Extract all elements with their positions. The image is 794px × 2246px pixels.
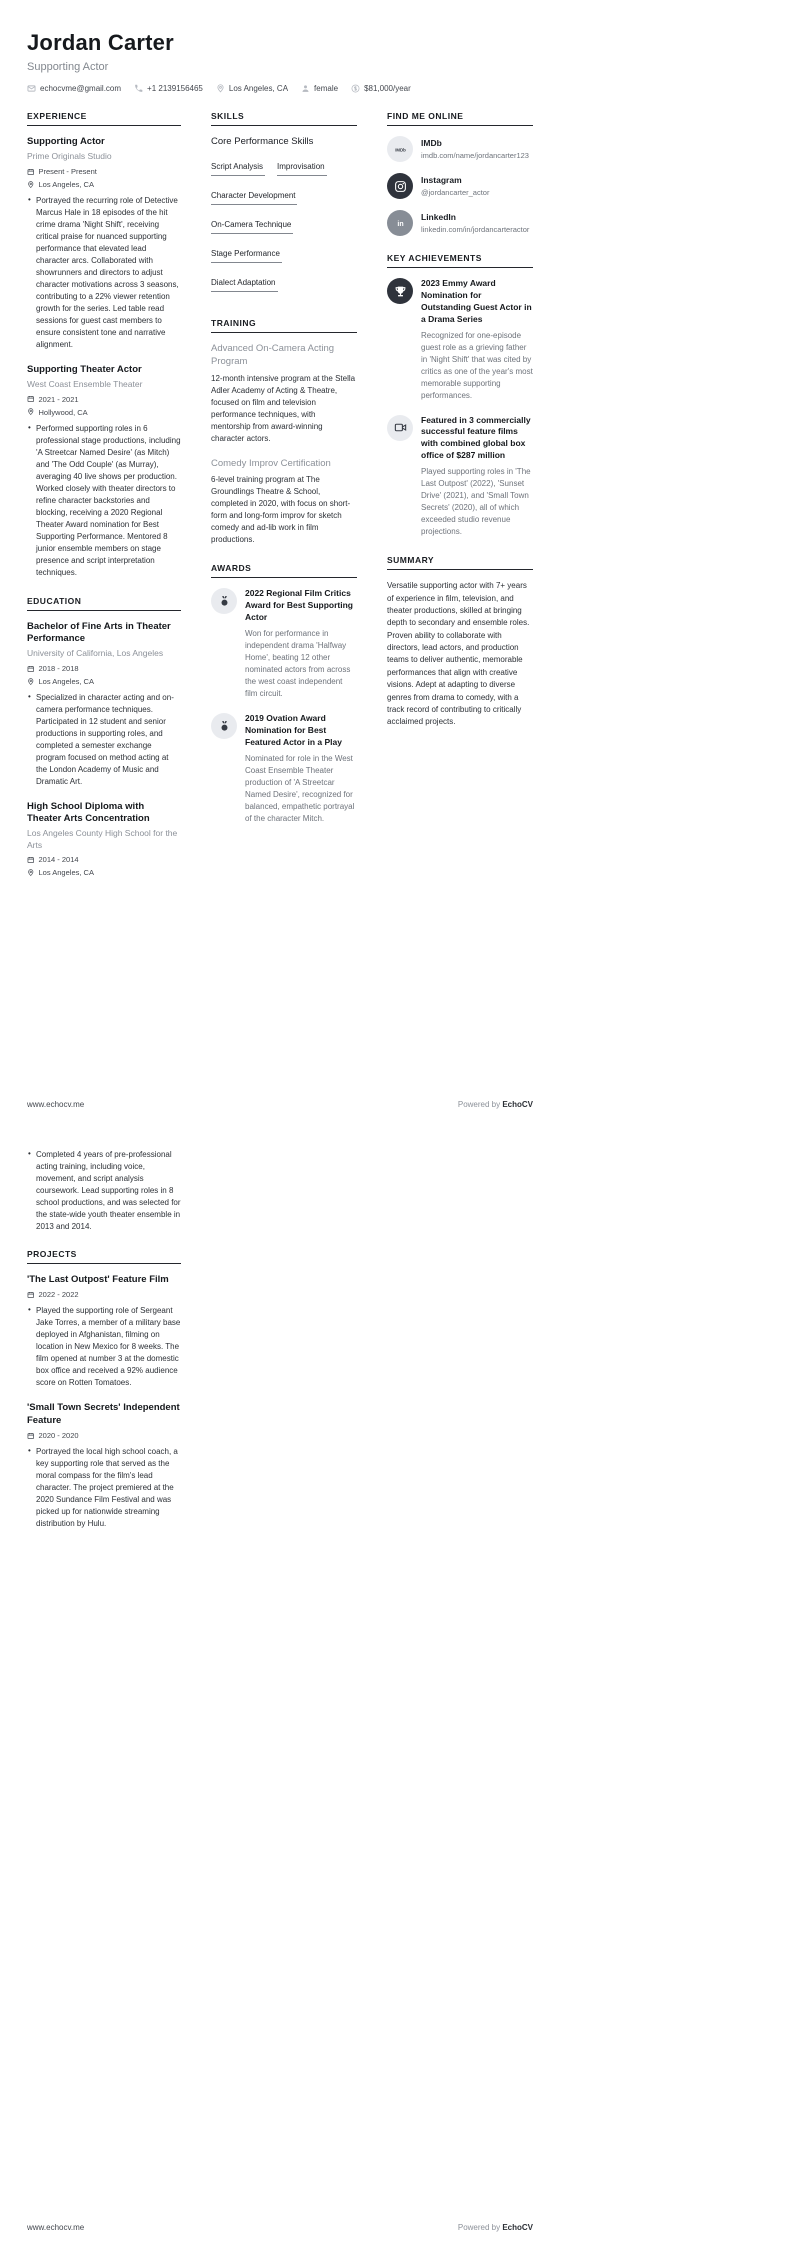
skill-item: Character Development xyxy=(211,191,297,205)
online-profile-text xyxy=(421,210,529,234)
education-location xyxy=(27,868,181,877)
project-dates xyxy=(27,1431,181,1440)
brand-name: EchoCV xyxy=(502,1100,533,1109)
contact-email[interactable] xyxy=(27,84,121,93)
training-description: 12-month intensive program at the Stella Adler Academy of Acting & Theatre, focused on film and television performance techniques, with mentorship from award-winning character actors. xyxy=(211,373,356,443)
section-heading-awards: AWARDS xyxy=(211,563,357,578)
phone-icon xyxy=(134,84,143,93)
email-icon xyxy=(27,84,36,93)
degree-title: High School Diploma with Theater Arts Concentration xyxy=(27,800,150,825)
job-dates-text: 2021 - 2021 xyxy=(38,394,79,404)
online-profile-imdb[interactable] xyxy=(387,136,533,162)
achievement-text xyxy=(421,415,533,539)
award-text xyxy=(245,713,357,825)
experience-section xyxy=(27,111,181,579)
company-name: West Coast Ensemble Theater xyxy=(27,379,143,390)
experience-item xyxy=(27,136,181,351)
columns xyxy=(27,111,560,894)
section-heading-experience: EXPERIENCE xyxy=(27,111,181,126)
skill-item: Dialect Adaptation xyxy=(211,278,278,292)
job-title: Supporting Actor xyxy=(27,136,105,147)
project-title: 'The Last Outpost' Feature Film xyxy=(27,1274,169,1285)
linkedin-icon xyxy=(387,210,413,236)
training-title: Advanced On-Camera Acting Program xyxy=(211,343,335,367)
education-item xyxy=(27,621,181,788)
achievement-title: Featured in 3 commercially successful feature films with combined global box office of $287 million xyxy=(421,414,531,461)
education-section xyxy=(27,596,181,878)
network-handle: imdb.com/name/jordancarter123 xyxy=(421,151,529,160)
project-dates-text: 2020 - 2020 xyxy=(38,1431,79,1441)
education-location-text: Los Angeles, CA xyxy=(38,868,94,878)
column-left xyxy=(27,111,181,894)
online-profile-linkedin[interactable] xyxy=(387,210,533,236)
project-dates xyxy=(27,1290,181,1299)
project-dates-text: 2022 - 2022 xyxy=(38,1290,79,1300)
page-footer xyxy=(27,2223,533,2232)
online-profile-text xyxy=(421,136,529,160)
training-item xyxy=(211,458,357,547)
project-item xyxy=(27,1402,181,1530)
location-icon xyxy=(27,678,35,686)
location-icon xyxy=(27,408,35,416)
powered-by-text: Powered by xyxy=(457,1100,503,1109)
website-link[interactable]: www.echocv.me xyxy=(27,2223,85,2232)
network-name: LinkedIn xyxy=(421,212,456,222)
svg-text:in: in xyxy=(396,220,404,228)
achievement-description: Played supporting roles in 'The Last Outpost' (2022), 'Sunset Drive' (2021), and 'Small Town Secrets' (2020), all of which exceeded studio revenue projections. xyxy=(421,467,531,537)
page-content xyxy=(0,0,560,1109)
contact-row xyxy=(27,84,560,93)
find-me-online-section xyxy=(387,111,533,236)
contact-gender-text: female xyxy=(314,84,339,93)
award-item xyxy=(211,713,357,825)
education-bullet: • Specialized in character acting and on-camera performance techniques. Participated in 12 student and senior productions in supporting roles, and completed a semester exchange program focused on method acting at the London Academy of Music and Dramatic Art. xyxy=(27,692,181,788)
network-handle: linkedin.com/in/jordancarteractor xyxy=(421,225,530,234)
location-icon xyxy=(27,869,35,877)
contact-phone[interactable] xyxy=(134,84,203,93)
job-dates-text: Present - Present xyxy=(38,166,97,176)
calendar-icon xyxy=(27,168,35,176)
achievement-title: 2023 Emmy Award Nomination for Outstanding Guest Actor in a Drama Series xyxy=(421,278,532,324)
contact-salary-text: $81,000/year xyxy=(364,84,411,93)
award-title: 2019 Ovation Award Nomination for Best Featured Actor in a Play xyxy=(245,713,342,747)
job-dates xyxy=(27,395,181,404)
skill-item: Improvisation xyxy=(277,162,327,176)
job-bullet: • Performed supporting roles in 6 professional stage productions, including 'A Streetcar Named Desire' (as Mitch) and 'The Odd Couple' (as Murray), averaging 40 live shows per production. Worked closely with theater directors to refine character backstories and blocking, receiving a 2020 Regional Theater Award nomination for Best Supporting Performance. Mentored 8 junior ensemble members on stage presence and script interpretation techniques. xyxy=(27,423,181,579)
film-icon xyxy=(387,415,413,441)
brand-name: EchoCV xyxy=(502,2223,533,2232)
award-text xyxy=(245,588,357,700)
location-icon xyxy=(216,84,225,93)
medal-icon xyxy=(211,588,237,614)
calendar-icon xyxy=(27,395,35,403)
company-name: Prime Originals Studio xyxy=(27,151,112,162)
page-content xyxy=(0,1123,560,2232)
education-item xyxy=(27,801,181,878)
job-title: Supporting Theater Actor xyxy=(27,363,142,375)
calendar-icon xyxy=(27,856,35,864)
training-section xyxy=(211,318,357,546)
location-icon xyxy=(27,181,35,189)
project-item xyxy=(27,1274,181,1389)
powered-by[interactable] xyxy=(458,2223,533,2232)
training-item xyxy=(211,343,357,445)
degree-title: Bachelor of Fine Arts in Theater Performance xyxy=(27,620,171,644)
resume-page-2 xyxy=(0,1123,794,2246)
page-footer xyxy=(27,1100,533,1109)
powered-by-text: Powered by xyxy=(457,2223,503,2232)
section-heading-skills: SKILLS xyxy=(211,111,357,126)
column-right xyxy=(387,111,533,894)
person-name: Jordan Carter xyxy=(27,30,174,55)
awards-section xyxy=(211,563,357,824)
projects-section xyxy=(27,1249,181,1530)
section-heading-projects: PROJECTS xyxy=(27,1249,181,1264)
person-title: Supporting Actor xyxy=(27,61,109,73)
education-dates xyxy=(27,664,181,673)
section-heading-find-me-online: FIND ME ONLINE xyxy=(387,111,533,126)
skill-item: Stage Performance xyxy=(211,249,282,263)
network-name: IMDb xyxy=(421,138,442,148)
key-achievements-section xyxy=(387,253,533,538)
person-icon xyxy=(301,84,310,93)
job-location xyxy=(27,408,181,417)
imdb-icon xyxy=(387,136,413,162)
contact-location-text: Los Angeles, CA xyxy=(228,84,289,93)
education-dates-text: 2018 - 2018 xyxy=(38,663,79,673)
contact-salary xyxy=(351,84,411,93)
section-heading-key-achievements: KEY ACHIEVEMENTS xyxy=(387,253,533,268)
achievement-description: Recognized for one-episode guest role as a grieving father in 'Night Shift' that was cited by critics as one of the year's most memorable supporting performances. xyxy=(421,330,533,400)
achievement-item xyxy=(387,415,533,539)
skills-section xyxy=(211,111,357,301)
project-title: 'Small Town Secrets' Independent Feature xyxy=(27,1402,180,1426)
resume-header xyxy=(27,30,560,93)
section-heading-summary: SUMMARY xyxy=(387,555,533,570)
skill-item: On-Camera Technique xyxy=(211,220,293,234)
trophy-icon xyxy=(387,278,413,304)
education-dates xyxy=(27,855,181,864)
network-name: Instagram xyxy=(421,175,462,185)
education-location-text: Los Angeles, CA xyxy=(38,676,94,686)
section-heading-education: EDUCATION xyxy=(27,596,181,611)
svg-text:IMDb: IMDb xyxy=(394,146,406,152)
column-middle xyxy=(211,111,357,894)
section-heading-training: TRAINING xyxy=(211,318,357,333)
award-description: Nominated for role in the West Coast Ensemble Theater production of 'A Streetcar Named Desire', recognized for balanced, empathetic portrayal of the character Mitch. xyxy=(245,753,355,823)
job-dates xyxy=(27,167,181,176)
school-name: Los Angeles County High School for the Arts xyxy=(27,828,178,850)
project-bullet: • Played the supporting role of Sergeant Jake Torres, a member of a military base deployed in Afghanistan, filming on location in New Mexico for 8 weeks. The film opened at number 3 at the domestic box office and received a 92% audience score on Rotten Tomatoes. xyxy=(27,1305,181,1389)
achievement-text xyxy=(421,278,533,402)
online-profile-instagram[interactable] xyxy=(387,173,533,199)
training-title: Comedy Improv Certification xyxy=(211,457,331,469)
job-location xyxy=(27,180,181,189)
award-title: 2022 Regional Film Critics Award for Best Supporting Actor xyxy=(245,588,353,623)
calendar-icon xyxy=(27,1291,35,1299)
contact-gender xyxy=(301,84,338,93)
achievement-item xyxy=(387,278,533,402)
contact-location xyxy=(216,84,288,93)
website-link[interactable]: www.echocv.me xyxy=(27,1100,85,1109)
education-location xyxy=(27,677,181,686)
experience-item xyxy=(27,364,181,579)
column-left xyxy=(27,1149,181,1530)
school-name: University of California, Los Angeles xyxy=(27,648,164,659)
job-bullet: • Portrayed the recurring role of Detective Marcus Hale in 18 episodes of the hit crime drama 'Night Shift', receiving critical praise for nuanced supporting performance that elevated lead character arcs. Collaborated with showrunners and directors to adjust character motivations across 3 seasons, contributing to a 22% viewer retention growth for the series. Led table read sessions for guest cast members to ensure consistent tone and narrative alignment. xyxy=(27,195,181,351)
calendar-icon xyxy=(27,665,35,673)
salary-icon xyxy=(351,84,360,93)
skills-group-title: Core Performance Skills xyxy=(211,136,314,147)
powered-by[interactable] xyxy=(458,1100,533,1109)
skill-item: Script Analysis xyxy=(211,162,265,176)
award-description: Won for performance in independent drama 'Halfway Home', beating 12 other nominated actors from across the west coast independent film circuit. xyxy=(245,629,351,699)
job-location-text: Los Angeles, CA xyxy=(38,179,94,189)
contact-phone-text: +1 2139156465 xyxy=(147,84,203,93)
award-item xyxy=(211,588,357,700)
online-profile-text xyxy=(421,173,489,197)
education-dates-text: 2014 - 2014 xyxy=(38,855,79,865)
education-bullet-continued: • Completed 4 years of pre-professional acting training, including voice, movement, and script analysis coursework. Lead supporting roles in 8 school productions, and was selected for the state-wide youth theater ensemble in 2013 and 2014. xyxy=(27,1149,181,1233)
summary-section xyxy=(387,555,533,729)
training-description: 6-level training program at The Groundlings Theatre & School, completed in 2020, with focus on short-form and long-form improv for sketch comedy and ad-lib work in film productions. xyxy=(211,475,351,545)
project-bullet: • Portrayed the local high school coach, a key supporting role that served as the moral compass for the film's lead character. The project premiered at the 2020 Sundance Film Festival and was picked up for nationwide streaming distribution by Hulu. xyxy=(27,1446,181,1530)
contact-email-text: echocvme@gmail.com xyxy=(40,84,122,93)
calendar-icon xyxy=(27,1432,35,1440)
skills-list xyxy=(211,156,357,301)
job-location-text: Hollywood, CA xyxy=(38,407,88,417)
instagram-icon xyxy=(387,173,413,199)
medal-icon xyxy=(211,713,237,739)
summary-text: Versatile supporting actor with 7+ years of experience in film, television, and theater productions, skilled at bringing depth to secondary and ensemble roles. Proven ability to collaborate with directors, lead actors, and production teams to deliver authentic, memorable performances that align with creative visions. Adept at adapting to diverse genres from drama to comedy, with a track record of contributing to critically acclaimed projects. xyxy=(387,581,530,727)
network-handle: @jordancarter_actor xyxy=(421,188,490,197)
